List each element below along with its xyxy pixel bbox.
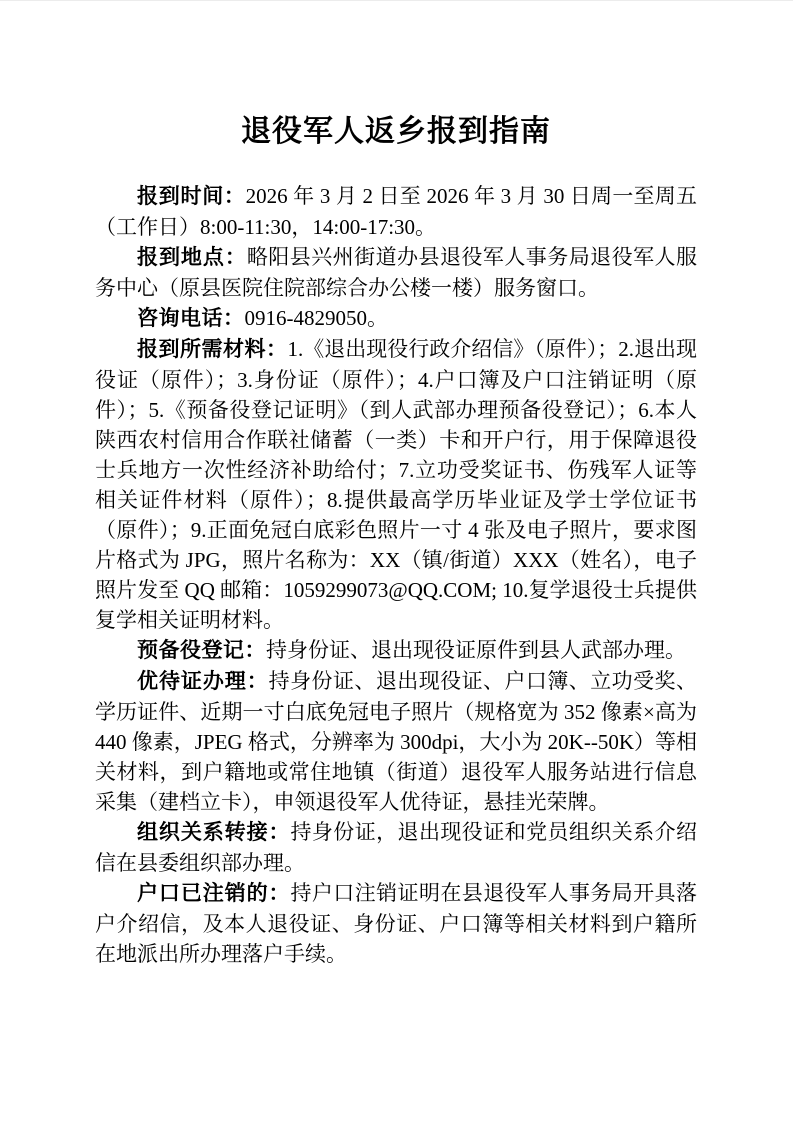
paragraph-report-time [95,181,697,242]
paragraph-phone [95,303,697,334]
paragraph-materials-label: 报到所需材料： [137,338,288,361]
paragraph-hukou-cancelled-text: 持户口注销证明在县退役军人事务局开具落户介绍信，及本人退役证、身份证、户口簿等相关材料到户籍所在地派出所办理落户手续。 [95,881,698,966]
paragraph-hukou-cancelled-label: 户口已注销的： [137,882,291,905]
paragraph-org-relation-label: 组织关系转接： [137,821,291,844]
paragraph-phone-label: 咨询电话： [137,307,245,330]
paragraph-materials [95,334,697,635]
paragraph-report-time-text: 2026 年 3 月 2 日至 2026 年 3 月 30 日周一至周五（工作日）8:00-11:30，14:00-17:30。 [95,184,698,239]
paragraph-preferential-card [95,666,697,817]
paragraph-report-location-label: 报到地点： [137,246,247,269]
paragraph-org-relation [95,817,697,878]
document-title: 退役军人返乡报到指南 [241,115,551,148]
paragraph-report-location-text: 略阳县兴州街道办县退役军人事务局退役军人服务中心（原县医院住院部综合办公楼一楼）服务窗口。 [95,245,698,300]
paragraph-reserve-registration-text: 持身份证、退出现役证原件到县人武部办理。 [266,638,686,662]
paragraph-preferential-card-text: 持身份证、退出现役证、户口簿、立功受奖、学历证件、近期一寸白底免冠电子照片（规格宽为 352 像素×高为 440 像素，JPEG 格式，分辨率为 300dpi，大小为 20K--50K）等相关材料，到户籍地或常住地镇（街道）退役军人服务站进行信息采集（建档立卡），申领退役军人优待证，悬挂光荣牌。 [95,669,697,814]
paragraph-reserve-registration [95,635,697,666]
paragraph-hukou-cancelled [95,878,697,969]
paragraph-org-relation-text: 持身份证，退出现役证和党员组织关系介绍信在县委组织部办理。 [95,820,698,875]
paragraph-report-time-label: 报到时间： [137,185,246,208]
paragraph-reserve-registration-label: 预备役登记： [137,639,266,662]
paragraph-materials-text: 1.《退出现役行政介绍信》（原件）；2.退出现役证（原件）；3.身份证（原件）；4.户口簿及户口注销证明（原件）；5.《预备役登记证明》（到人武部办理预备役登记）；6.本人陕西农村信用合作联社储蓄（一类）卡和开户行，用于保障退役士兵地方一次性经济补助给付；7.立功受奖证书、伤残军人证等相关证件材料（原件）；8.提供最高学历毕业证及学士学位证书（原件）；9.正面免冠白底彩色照片一寸 4 张及电子照片，要求图片格式为 JPG，照片名称为：XX（镇/街道）XXX（姓名），电子照片发至 QQ 邮箱：1059299073@QQ.COM; 10.复学退役士兵提供复学相关证明材料。 [95,337,697,632]
paragraph-preferential-card-label: 优待证办理： [137,670,269,693]
paragraph-phone-text: 0916-4829050。 [244,306,388,330]
paragraph-report-location [95,242,697,303]
